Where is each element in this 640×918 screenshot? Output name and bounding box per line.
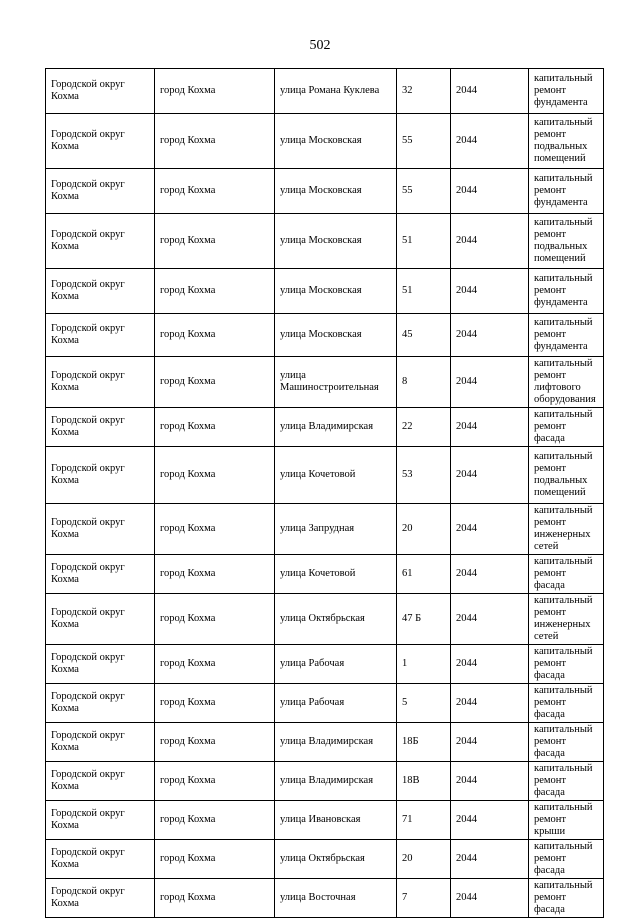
year-cell: 2044 [451,314,529,357]
street-cell: улица Запрудная [275,504,397,555]
table-row [46,447,604,504]
table-row [46,879,604,918]
settlement-cell: город Кохма [155,504,275,555]
street-cell: улица Октябрьская [275,594,397,645]
settlement-cell: город Кохма [155,114,275,169]
year-cell: 2044 [451,408,529,447]
municipality-cell: Городской округ Кохма [46,269,155,314]
table-row [46,723,604,762]
work-type-cell: капитальный ремонт фасада [529,555,604,594]
work-type-cell: капитальный ремонт лифтового оборудования [529,357,604,408]
settlement-cell: город Кохма [155,684,275,723]
house-number-cell: 51 [397,269,451,314]
year-cell: 2044 [451,169,529,214]
year-cell: 2044 [451,214,529,269]
work-type-cell: капитальный ремонт крыши [529,801,604,840]
settlement-cell: город Кохма [155,447,275,504]
table-body [46,69,604,918]
settlement-cell: город Кохма [155,169,275,214]
year-cell: 2044 [451,357,529,408]
municipality-cell: Городской округ Кохма [46,169,155,214]
street-cell: улица Октябрьская [275,840,397,879]
street-cell: улица Московская [275,269,397,314]
year-cell: 2044 [451,504,529,555]
settlement-cell: город Кохма [155,762,275,801]
work-type-cell: капитальный ремонт фундамента [529,269,604,314]
year-cell: 2044 [451,801,529,840]
municipality-cell: Городской округ Кохма [46,723,155,762]
work-type-cell: капитальный ремонт фасада [529,762,604,801]
table-row [46,69,604,114]
settlement-cell: город Кохма [155,801,275,840]
house-number-cell: 20 [397,504,451,555]
municipality-cell: Городской округ Кохма [46,69,155,114]
year-cell: 2044 [451,684,529,723]
municipality-cell: Городской округ Кохма [46,801,155,840]
table-row [46,114,604,169]
work-type-cell: капитальный ремонт фасада [529,645,604,684]
table-row [46,762,604,801]
work-type-cell: капитальный ремонт фасада [529,840,604,879]
street-cell: улица Машиностроительная [275,357,397,408]
page-number: 502 [309,38,331,53]
table-row [46,408,604,447]
year-cell: 2044 [451,645,529,684]
table-row [46,214,604,269]
settlement-cell: город Кохма [155,314,275,357]
year-cell: 2044 [451,69,529,114]
table-row [46,801,604,840]
work-type-cell: капитальный ремонт фундамента [529,314,604,357]
street-cell: улица Московская [275,169,397,214]
municipality-cell: Городской округ Кохма [46,762,155,801]
table-row [46,840,604,879]
street-cell: улица Кочетовой [275,447,397,504]
settlement-cell: город Кохма [155,723,275,762]
settlement-cell: город Кохма [155,269,275,314]
settlement-cell: город Кохма [155,645,275,684]
municipality-cell: Городской округ Кохма [46,840,155,879]
work-type-cell: капитальный ремонт подвальных помещений [529,114,604,169]
year-cell: 2044 [451,840,529,879]
year-cell: 2044 [451,114,529,169]
work-type-cell: капитальный ремонт фундамента [529,169,604,214]
work-type-cell: капитальный ремонт фасада [529,723,604,762]
table-row [46,269,604,314]
municipality-cell: Городской округ Кохма [46,214,155,269]
house-number-cell: 22 [397,408,451,447]
street-cell: улица Романа Куклева [275,69,397,114]
municipality-cell: Городской округ Кохма [46,408,155,447]
table-row [46,684,604,723]
settlement-cell: город Кохма [155,214,275,269]
settlement-cell: город Кохма [155,555,275,594]
street-cell: улица Владимирская [275,762,397,801]
house-number-cell: 61 [397,555,451,594]
settlement-cell: город Кохма [155,840,275,879]
municipality-cell: Городской округ Кохма [46,645,155,684]
street-cell: улица Ивановская [275,801,397,840]
municipality-cell: Городской округ Кохма [46,504,155,555]
settlement-cell: город Кохма [155,879,275,918]
street-cell: улица Владимирская [275,723,397,762]
work-type-cell: капитальный ремонт фасада [529,684,604,723]
municipality-cell: Городской округ Кохма [46,555,155,594]
street-cell: улица Московская [275,314,397,357]
street-cell: улица Московская [275,114,397,169]
work-type-cell: капитальный ремонт фасада [529,408,604,447]
work-type-cell: капитальный ремонт инженерных сетей [529,594,604,645]
settlement-cell: город Кохма [155,69,275,114]
year-cell: 2044 [451,879,529,918]
settlement-cell: город Кохма [155,408,275,447]
house-number-cell: 18Б [397,723,451,762]
house-number-cell: 1 [397,645,451,684]
year-cell: 2044 [451,447,529,504]
year-cell: 2044 [451,555,529,594]
table-row [46,169,604,214]
municipality-cell: Городской округ Кохма [46,447,155,504]
house-number-cell: 8 [397,357,451,408]
municipality-cell: Городской округ Кохма [46,114,155,169]
house-number-cell: 32 [397,69,451,114]
street-cell: улица Восточная [275,879,397,918]
street-cell: улица Кочетовой [275,555,397,594]
house-number-cell: 55 [397,169,451,214]
house-number-cell: 71 [397,801,451,840]
table-row [46,357,604,408]
year-cell: 2044 [451,723,529,762]
table-row [46,314,604,357]
house-number-cell: 5 [397,684,451,723]
house-number-cell: 47 Б [397,594,451,645]
settlement-cell: город Кохма [155,357,275,408]
house-number-cell: 45 [397,314,451,357]
street-cell: улица Рабочая [275,645,397,684]
repair-register-table [45,68,604,918]
year-cell: 2044 [451,762,529,801]
table-row [46,645,604,684]
municipality-cell: Городской округ Кохма [46,594,155,645]
municipality-cell: Городской округ Кохма [46,684,155,723]
work-type-cell: капитальный ремонт фасада [529,879,604,918]
street-cell: улица Рабочая [275,684,397,723]
house-number-cell: 53 [397,447,451,504]
year-cell: 2044 [451,594,529,645]
year-cell: 2044 [451,269,529,314]
work-type-cell: капитальный ремонт фундамента [529,69,604,114]
table-row [46,504,604,555]
work-type-cell: капитальный ремонт подвальных помещений [529,447,604,504]
municipality-cell: Городской округ Кохма [46,879,155,918]
municipality-cell: Городской округ Кохма [46,357,155,408]
house-number-cell: 7 [397,879,451,918]
house-number-cell: 55 [397,114,451,169]
municipality-cell: Городской округ Кохма [46,314,155,357]
house-number-cell: 51 [397,214,451,269]
street-cell: улица Московская [275,214,397,269]
table-row [46,555,604,594]
table-row [46,594,604,645]
work-type-cell: капитальный ремонт инженерных сетей [529,504,604,555]
work-type-cell: капитальный ремонт подвальных помещений [529,214,604,269]
settlement-cell: город Кохма [155,594,275,645]
street-cell: улица Владимирская [275,408,397,447]
house-number-cell: 18В [397,762,451,801]
house-number-cell: 20 [397,840,451,879]
